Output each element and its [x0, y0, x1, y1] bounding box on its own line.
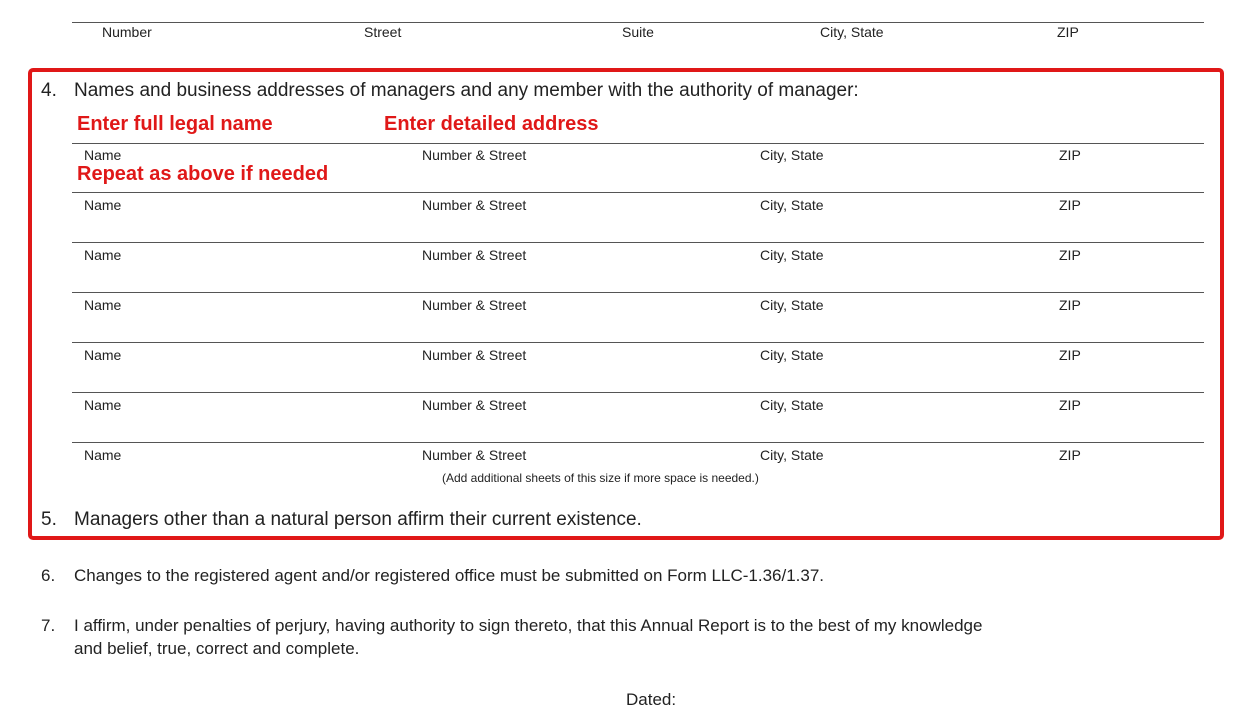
row-zip-label: ZIP — [1059, 197, 1081, 213]
row-street-label: Number & Street — [422, 447, 527, 463]
row-street-label: Number & Street — [422, 197, 527, 213]
additional-sheets-note: (Add additional sheets of this size if more space is needed.) — [442, 471, 759, 485]
row-city-state-label: City, State — [760, 347, 824, 363]
label-zip: ZIP — [1057, 24, 1079, 40]
annotation-repeat-hint: Repeat as above if needed — [77, 163, 329, 185]
row-name-label: Name — [84, 247, 122, 263]
row-line — [72, 392, 1204, 393]
section-6-text: Changes to the registered agent and/or registered office must be submitted on Form LLC-1.36/1.37. — [74, 566, 825, 585]
row-name-label: Name — [84, 147, 122, 163]
row-name-label: Name — [84, 197, 122, 213]
section-6-number: 6. — [41, 566, 56, 585]
annotation-address-hint: Enter detailed address — [384, 113, 599, 135]
section-5-number: 5. — [41, 509, 57, 530]
row-city-state-label: City, State — [760, 447, 824, 463]
row-name-label: Name — [84, 397, 122, 413]
row-line — [72, 143, 1204, 144]
row-zip-label: ZIP — [1059, 297, 1081, 313]
dated-label: Dated: — [626, 690, 677, 709]
section-5-text: Managers other than a natural person affirm their current existence. — [74, 509, 642, 530]
row-line — [72, 292, 1204, 293]
row-street-label: Number & Street — [422, 347, 527, 363]
annotation-name-hint: Enter full legal name — [77, 113, 273, 135]
section-7-line2: and belief, true, correct and complete. — [74, 639, 360, 658]
row-city-state-label: City, State — [760, 247, 824, 263]
row-city-state-label: City, State — [760, 197, 824, 213]
table-row — [0, 397, 1250, 417]
row-name-label: Name — [84, 447, 122, 463]
label-suite: Suite — [622, 24, 654, 40]
row-zip-label: ZIP — [1059, 247, 1081, 263]
row-city-state-label: City, State — [760, 397, 824, 413]
table-row — [0, 197, 1250, 217]
label-city-state: City, State — [820, 24, 884, 40]
row-line — [72, 192, 1204, 193]
row-city-state-label: City, State — [760, 297, 824, 313]
table-row — [0, 447, 1250, 467]
table-row — [0, 297, 1250, 317]
label-number: Number — [102, 24, 152, 40]
row-line — [72, 442, 1204, 443]
section-7-line1: I affirm, under penalties of perjury, having authority to sign thereto, that this Annual Report is to the best of my knowledge — [74, 616, 983, 635]
label-street: Street — [364, 24, 402, 40]
section-4-number: 4. — [41, 80, 57, 101]
row-name-label: Name — [84, 347, 122, 363]
row-street-label: Number & Street — [422, 147, 527, 163]
section-7-number: 7. — [41, 616, 56, 635]
row-street-label: Number & Street — [422, 247, 527, 263]
row-street-label: Number & Street — [422, 297, 527, 313]
row-city-state-label: City, State — [760, 147, 824, 163]
table-row — [0, 147, 1250, 167]
row-zip-label: ZIP — [1059, 397, 1081, 413]
row-zip-label: ZIP — [1059, 447, 1081, 463]
table-row — [0, 347, 1250, 367]
row-line — [72, 342, 1204, 343]
row-line — [72, 242, 1204, 243]
row-street-label: Number & Street — [422, 397, 527, 413]
row-zip-label: ZIP — [1059, 347, 1081, 363]
top-address-line — [72, 22, 1204, 23]
row-name-label: Name — [84, 297, 122, 313]
row-zip-label: ZIP — [1059, 147, 1081, 163]
table-row — [0, 247, 1250, 267]
section-4-heading: Names and business addresses of managers and any member with the authority of manager: — [74, 80, 859, 101]
